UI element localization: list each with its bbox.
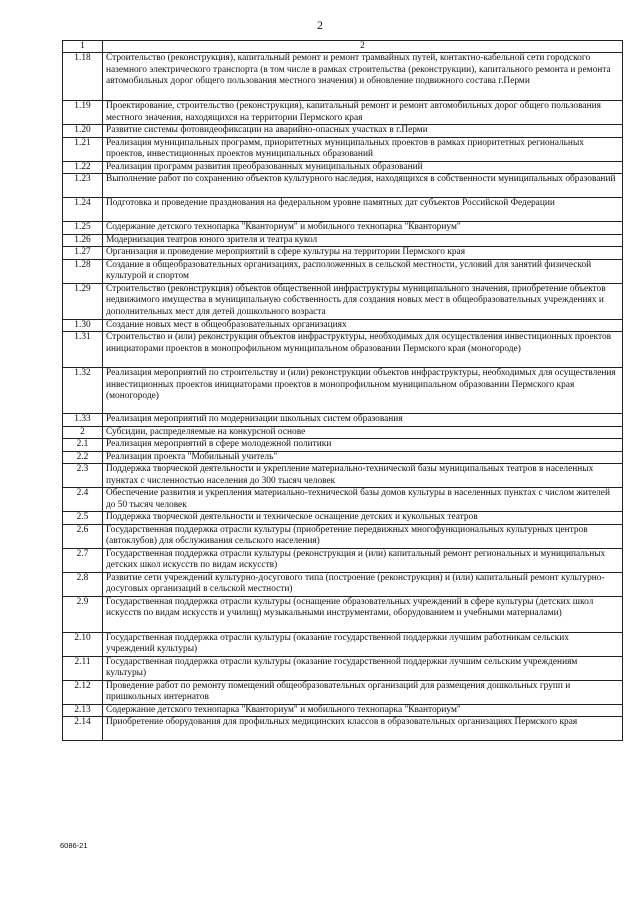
row-number: 2.10 [63,632,103,656]
row-text: Приобретение оборудования для профильных медицинских классов в образовательных организациях Пермского края [103,717,623,741]
row-number: 2.14 [63,717,103,741]
table-row [63,524,623,548]
row-number: 2 [63,426,103,438]
table-row [63,125,623,137]
table-row [63,464,623,488]
row-number: 2.8 [63,572,103,596]
row-text: Государственная поддержка отрасли культуры (оказание государственной поддержки лучшим сельским учреждениям культуры) [103,656,623,680]
row-text: Строительство (реконструкция) объектов общественной инфраструктуры муниципального значения, приобретение объектов недвижимого имущества в муниципальную собственность для создания новых мест в общеобразовательных учреждениях и дополнительных мест для детей дошкольного возраста [103,283,623,319]
row-number: 1.18 [63,53,103,101]
row-text: Субсидии, распределяемые на конкурсной основе [103,426,623,438]
row-text: Подготовка и проведение празднования на федеральном уровне памятных дат субъектов Российской Федерации [103,198,623,222]
table-row [63,368,623,414]
row-number: 1.31 [63,332,103,368]
table-row [63,259,623,283]
row-number: 2.5 [63,512,103,524]
document-code: 6086-21 [60,841,88,850]
row-number: 1.27 [63,247,103,259]
row-text: Реализация мероприятий по строительству и (или) реконструкции объектов инфраструктуры, необходимых для осуществления инвестиционных проектов инициаторами проектов в монопрофильном муниципальном образовании Пермского края (моногороде) [103,368,623,414]
row-number: 2.1 [63,439,103,451]
row-text: Строительство и (или) реконструкция объектов инфраструктуры, необходимых для осуществления инвестиционных проектов инициаторами проектов в монопрофильном муниципальном образовании Пермского края (моногороде) [103,332,623,368]
row-number: 1.30 [63,319,103,331]
table-row [63,222,623,234]
row-number: 2.13 [63,704,103,716]
table-row [63,319,623,331]
table-row [63,572,623,596]
column-header-number: 1 [63,41,103,53]
row-text: Создание в общеобразовательных организациях, расположенных в сельской местности, условий для занятий физической культурой и спортом [103,259,623,283]
table-row [63,174,623,198]
row-text: Реализация мероприятий по модернизации школьных систем образования [103,414,623,426]
row-number: 1.26 [63,234,103,246]
row-text: Реализация муниципальных программ, приоритетных муниципальных проектов в рамках приоритетных региональных проектов, инвестиционных проектов муниципальных образований [103,137,623,161]
row-number: 1.22 [63,161,103,173]
table-row [63,512,623,524]
row-text: Развитие системы фотовидеофиксации на аварийно-опасных участках в г.Перми [103,125,623,137]
row-text: Реализация программ развития преобразованных муниципальных образований [103,161,623,173]
table-row [63,656,623,680]
row-number: 1.25 [63,222,103,234]
table-row [63,426,623,438]
table-row [63,596,623,632]
table-row [63,548,623,572]
row-number: 1.19 [63,101,103,125]
row-text: Модернизация театров юного зрителя и театра кукол [103,234,623,246]
row-text: Поддержка творческой деятельности и укрепление материально-технической базы муниципальных театров в населенных пунктах с численностью населения до 300 тысяч человек [103,464,623,488]
row-text: Поддержка творческой деятельности и техническое оснащение детских и кукольных театров [103,512,623,524]
table-row [63,451,623,463]
row-number: 2.12 [63,680,103,704]
row-text: Обеспечение развития и укрепления материально-технической базы домов культуры в населенных пунктах с числом жителей до 50 тысяч человек [103,488,623,512]
table-row [63,234,623,246]
table-row [63,332,623,368]
table-row [63,137,623,161]
row-number: 1.21 [63,137,103,161]
row-text: Содержание детского технопарка "Кванториум" и мобильного технопарка "Кванториум" [103,704,623,716]
row-number: 1.32 [63,368,103,414]
table-row [63,439,623,451]
row-number: 1.23 [63,174,103,198]
table-row [63,198,623,222]
row-number: 2.4 [63,488,103,512]
row-text: Организация и проведение мероприятий в сфере культуры на территории Пермского края [103,247,623,259]
table-row [63,680,623,704]
row-number: 2.9 [63,596,103,632]
table-row [63,414,623,426]
row-text: Реализация мероприятий в сфере молодежной политики [103,439,623,451]
table-row [63,161,623,173]
table-row [63,717,623,741]
row-number: 1.28 [63,259,103,283]
row-text: Проектирование, строительство (реконструкция), капитальный ремонт и ремонт автомобильных дорог общего пользования местного значения, находящихся на территории Пермского края [103,101,623,125]
row-number: 2.6 [63,524,103,548]
row-number: 2.11 [63,656,103,680]
table-header-row [63,41,623,53]
page-number: 2 [317,18,323,32]
row-text: Реализация проекта "Мобильный учитель" [103,451,623,463]
row-text: Государственная поддержка отрасли культуры (приобретение передвижных многофункциональных культурных центров (автоклубов) для обслуживания сельского населения) [103,524,623,548]
table-row [63,488,623,512]
row-number: 2.3 [63,464,103,488]
row-text: Создание новых мест в общеобразовательных организациях [103,319,623,331]
row-number: 1.24 [63,198,103,222]
row-number: 1.20 [63,125,103,137]
row-text: Развитие сети учреждений культурно-досугового типа (построение (реконструкция) и (или) капитальный ремонт культурно-досуговых организаций в сельской местности) [103,572,623,596]
row-text: Государственная поддержка отрасли культуры (оказание государственной поддержки лучшим работникам сельских учреждений культуры) [103,632,623,656]
table-row [63,247,623,259]
row-text: Строительство (реконструкция), капитальный ремонт и ремонт трамвайных путей, контактно-кабельной сети городского наземного электрического транспорта (в том числе в рамках строительства (реконструкции), капитального ремонта и ремонта автомобильных дорог общего пользования местного значения) и обновление подвижного состава г.Перми [103,53,623,101]
subsidy-table [62,40,623,741]
table-row [63,632,623,656]
row-number: 1.29 [63,283,103,319]
row-number: 2.7 [63,548,103,572]
table-row [63,53,623,101]
table-row [63,283,623,319]
row-number: 2.2 [63,451,103,463]
row-number: 1.33 [63,414,103,426]
row-text: Выполнение работ по сохранению объектов культурного наследия, находящихся в собственности муниципальных образований [103,174,623,198]
table-row [63,101,623,125]
row-text: Содержание детского технопарка "Кванториум" и мобильного технопарка "Кванториум" [103,222,623,234]
row-text: Государственная поддержка отрасли культуры (реконструкция и (или) капитальный ремонт региональных и муниципальных детских школ искусств по видам искусств) [103,548,623,572]
table-row [63,704,623,716]
row-text: Проведение работ по ремонту помещений общеобразовательных организаций для размещения дошкольных групп и пришкольных интернатов [103,680,623,704]
column-header-text: 2 [103,41,623,53]
row-text: Государственная поддержка отрасли культуры (оснащение образовательных учреждений в сфере культуры (детских школ искусств по видам искусств и училищ) музыкальными инструментами, оборудованием и учебными материалами) [103,596,623,632]
